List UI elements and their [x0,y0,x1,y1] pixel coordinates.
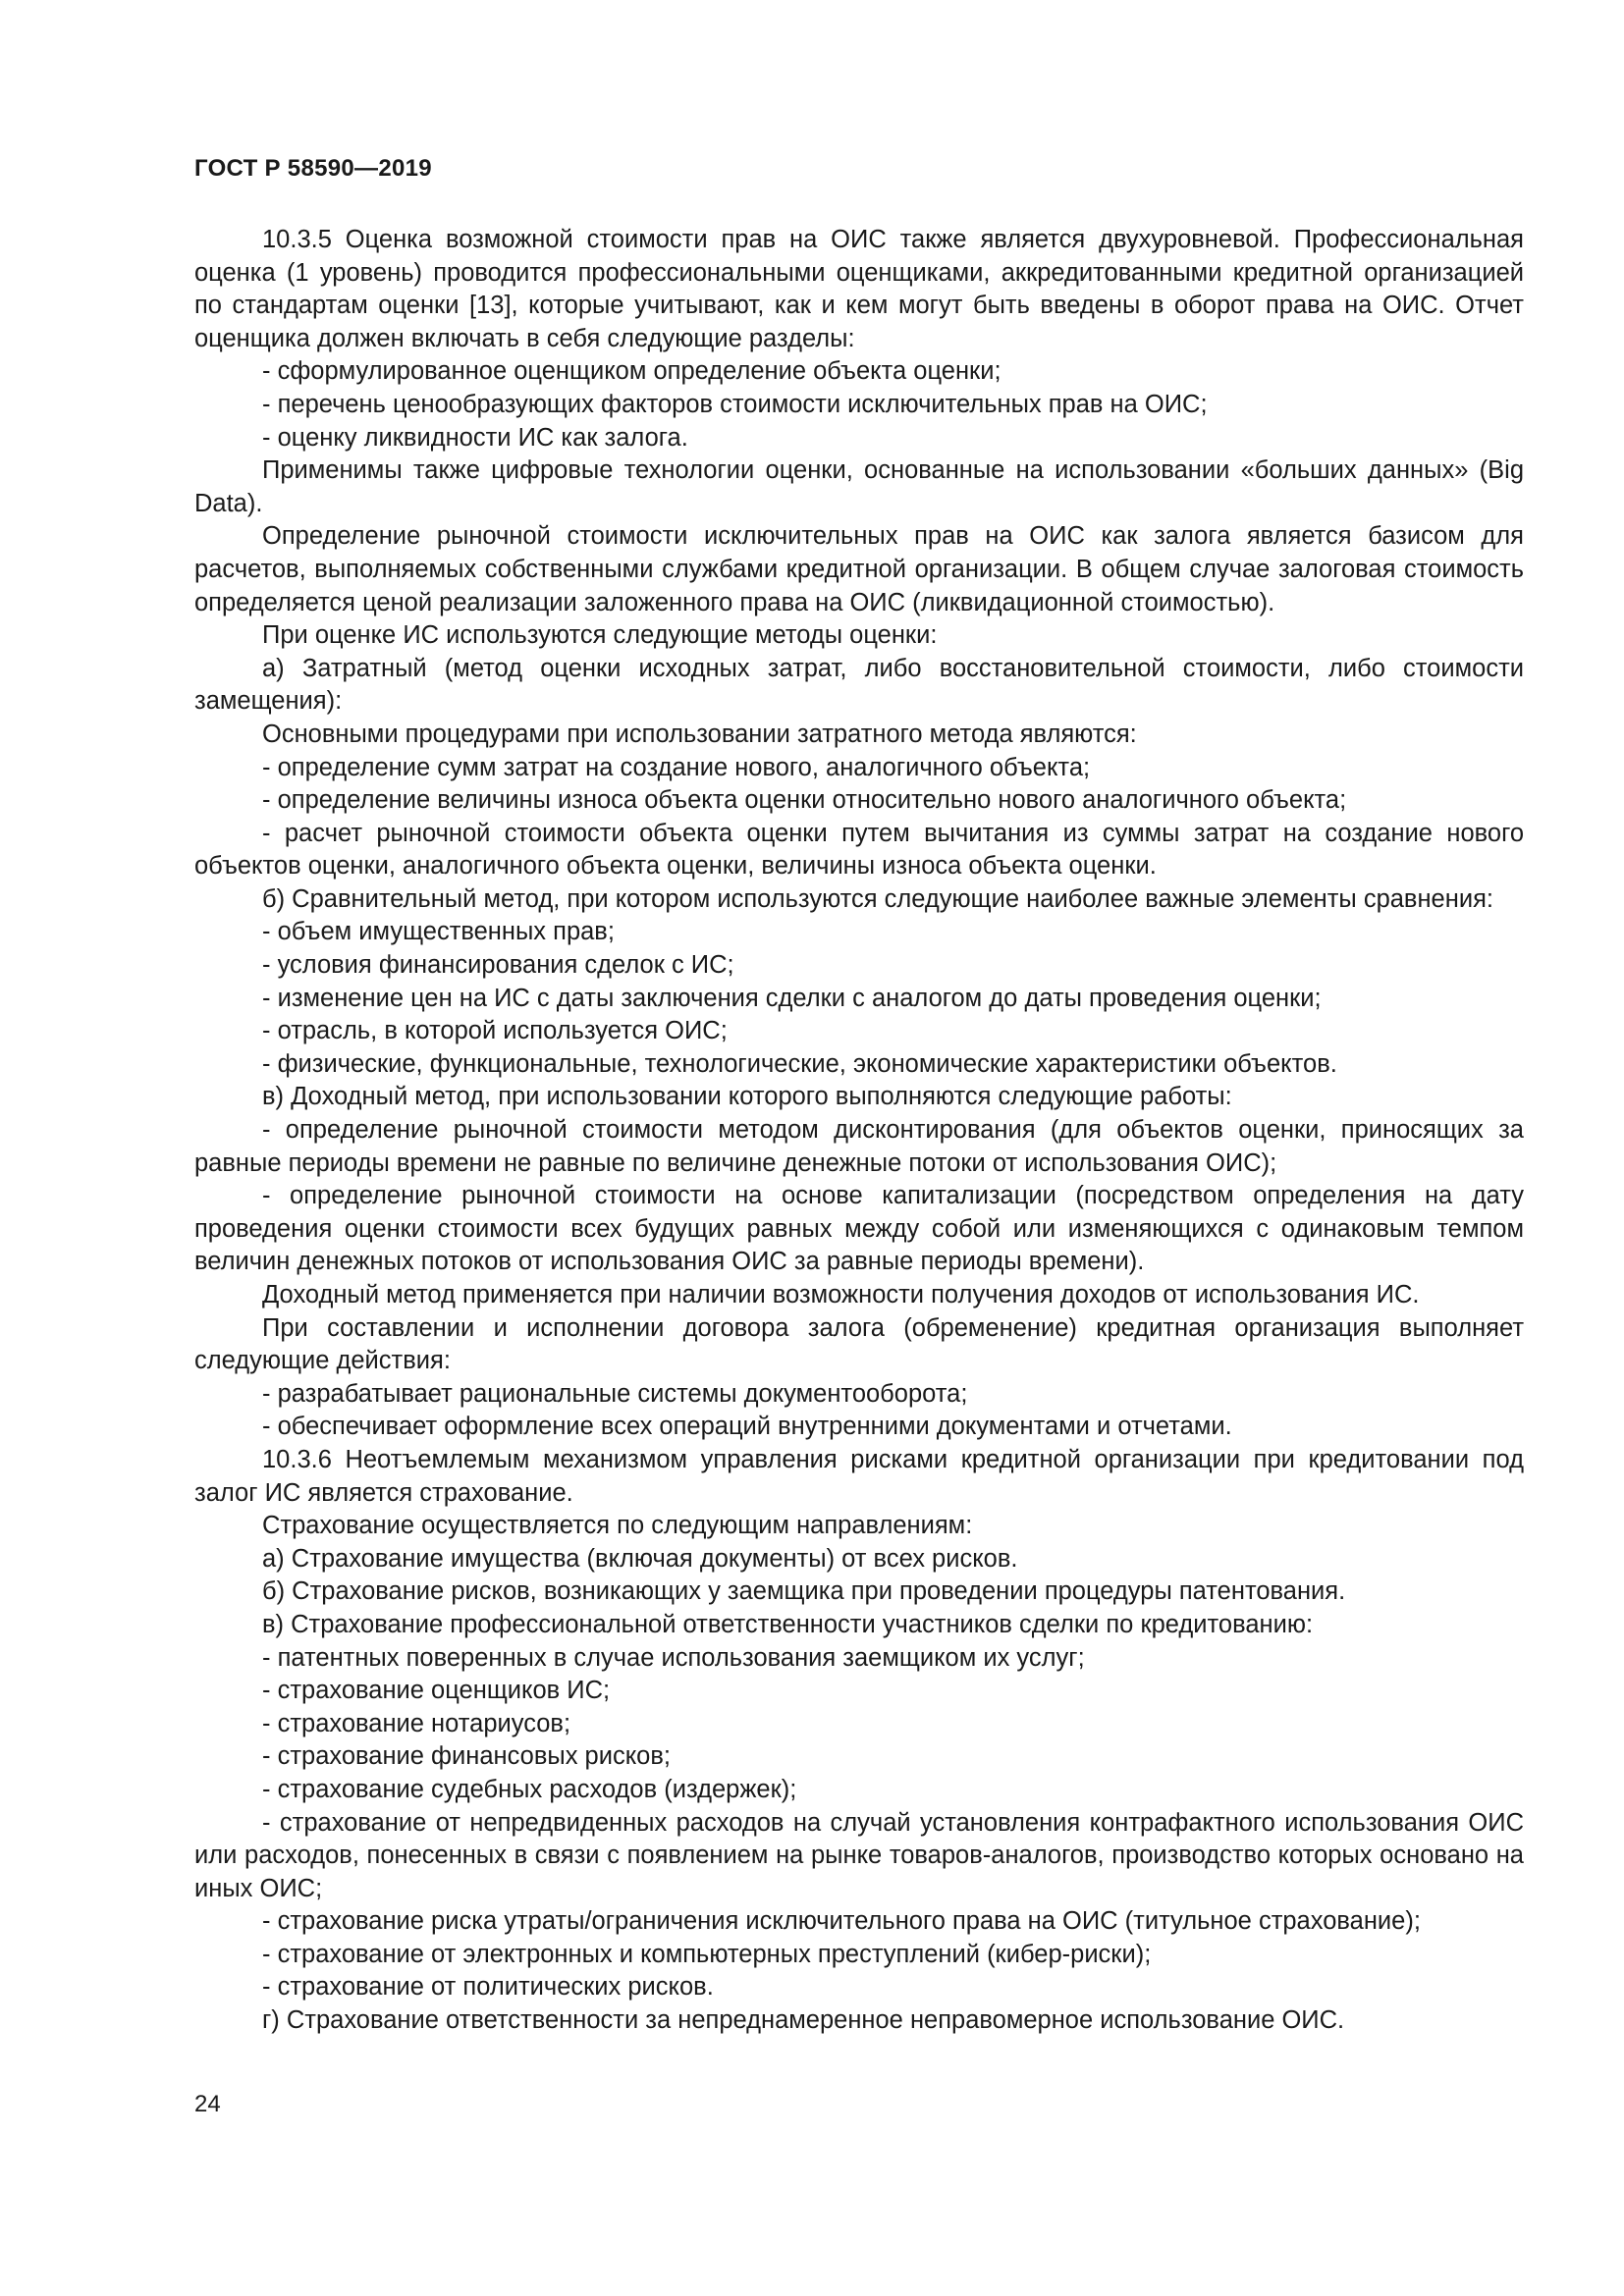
list-item: - страхование риска утраты/ограничения исключительного права на ОИС (титульное страхование); [262,1907,1421,1936]
list-item: - страхование судебных расходов (издержек); [262,1775,797,1803]
page-number: 24 [194,2091,221,2117]
list-item: - изменение цен на ИС с даты заключения сделки с аналогом до даты проведения оценки; [262,984,1322,1012]
list-item: - патентных поверенных в случае использования заемщиком их услуг; [262,1643,1085,1672]
paragraph: Доходный метод применяется при наличии возможности получения доходов от использования ИС. [262,1281,1420,1308]
document-header: ГОСТ Р 58590—2019 [194,155,432,182]
paragraph: Основными процедурами при использовании затратного метода являются: [262,720,1137,748]
list-item: - страхование от электронных и компьютерных преступлений (кибер-риски); [262,1940,1152,1968]
list-item: - условия финансирования сделок с ИС; [262,951,734,980]
paragraph: При составлении и исполнении договора залога (обременение) кредитная организация выполняет следующие действия: [194,1313,1524,1375]
insurance-item: г) Страхование ответственности за непреднамеренное неправомерное использование ОИС. [262,2006,1345,2035]
list-item: - определение рыночной стоимости на основе капитализации (посредством определения на дату проведения оценки стоимости всех будущих равных между собой или изменяющихся с одинаковым темпом величин денежных потоков от использования ОИС за равные периоды времени). [194,1182,1524,1276]
paragraph-10-3-6: 10.3.6 Неотъемлемым механизмом управления рисками кредитной организации при кредитовании под залог ИС является страхование. [194,1445,1524,1507]
list-item: - разрабатывает рациональные системы документооборота; [262,1379,968,1408]
list-item: - объем имущественных прав; [262,918,615,946]
list-item: - страхование финансовых рисков; [262,1742,671,1771]
list-item: - перечень ценообразующих факторов стоимости исключительных прав на ОИС; [262,390,1208,418]
list-item: - страхование от политических рисков. [262,1973,714,2002]
list-item: - определение сумм затрат на создание нового, аналогичного объекта; [262,753,1091,781]
list-item: - обеспечивает оформление всех операций внутренними документами и отчетами. [262,1413,1232,1441]
insurance-item: в) Страхование профессиональной ответственности участников сделки по кредитованию: [262,1610,1314,1638]
method-cost: а) Затратный (метод оценки исходных затрат, либо восстановительной стоимости, либо стоимости замещения): [194,654,1524,716]
list-item: - определение рыночной стоимости методом дисконтирования (для объектов оценки, приносящих за равные периоды времени не равные по величине денежные потоки от использования ОИС); [194,1116,1524,1177]
list-item: - страхование нотариусов; [262,1709,571,1737]
insurance-item: а) Страхование имущества (включая документы) от всех рисков. [262,1544,1018,1573]
paragraph: Страхование осуществляется по следующим направлениям: [262,1512,973,1540]
paragraph: Определение рыночной стоимости исключительных прав на ОИС как залога является базисом для расчетов, выполняемых собственными службами кредитной организации. В общем случае залоговая стоимость определяется ценой реализации заложенного права на ОИС (ликвидационной стоимостью). [194,522,1524,616]
list-item: - страхование от непредвиденных расходов на случай установления контрафактного использования ОИС или расходов, понесенных в связи с появлением на рынке товаров-аналогов, производство которых основано на иных ОИС; [194,1808,1524,1902]
paragraph-10-3-5: 10.3.5 Оценка возможной стоимости прав на ОИС также является двухуровневой. Профессиональная оценка (1 уровень) проводится профессиональными оценщиками, аккредитованными кредитной организацией по стандартам оценки [13], которые учитывают, как и кем могут быть введены в оборот права на ОИС. Отчет оценщика должен включать в себя следующие разделы: [194,226,1524,352]
list-item: - определение величины износа объекта оценки относительно нового аналогичного объекта; [262,786,1347,815]
paragraph: При оценке ИС используются следующие методы оценки: [262,621,938,650]
paragraph: Применимы также цифровые технологии оценки, основанные на использовании «больших данных» (Big Data). [194,456,1524,517]
insurance-item: б) Страхование рисков, возникающих у заемщика при проведении процедуры патентования. [262,1577,1346,1606]
method-comparative: б) Сравнительный метод, при котором используются следующие наиболее важные элементы сравнения: [262,884,1493,913]
list-item: - отрасль, в которой используется ОИС; [262,1017,728,1045]
list-item: - сформулированное оценщиком определение объекта оценки; [262,357,1001,386]
list-item: - оценку ликвидности ИС как залога. [262,423,688,452]
list-item: - страхование оценщиков ИС; [262,1677,611,1705]
document-body [194,224,1524,2038]
method-income: в) Доходный метод, при использовании которого выполняются следующие работы: [262,1083,1232,1111]
list-item: - расчет рыночной стоимости объекта оценки путем вычитания из суммы затрат на создание нового объектов оценки, аналогичного объекта оценки, величины износа объекта оценки. [194,819,1524,881]
list-item: - физические, функциональные, технологические, экономические характеристики объектов. [262,1049,1337,1078]
